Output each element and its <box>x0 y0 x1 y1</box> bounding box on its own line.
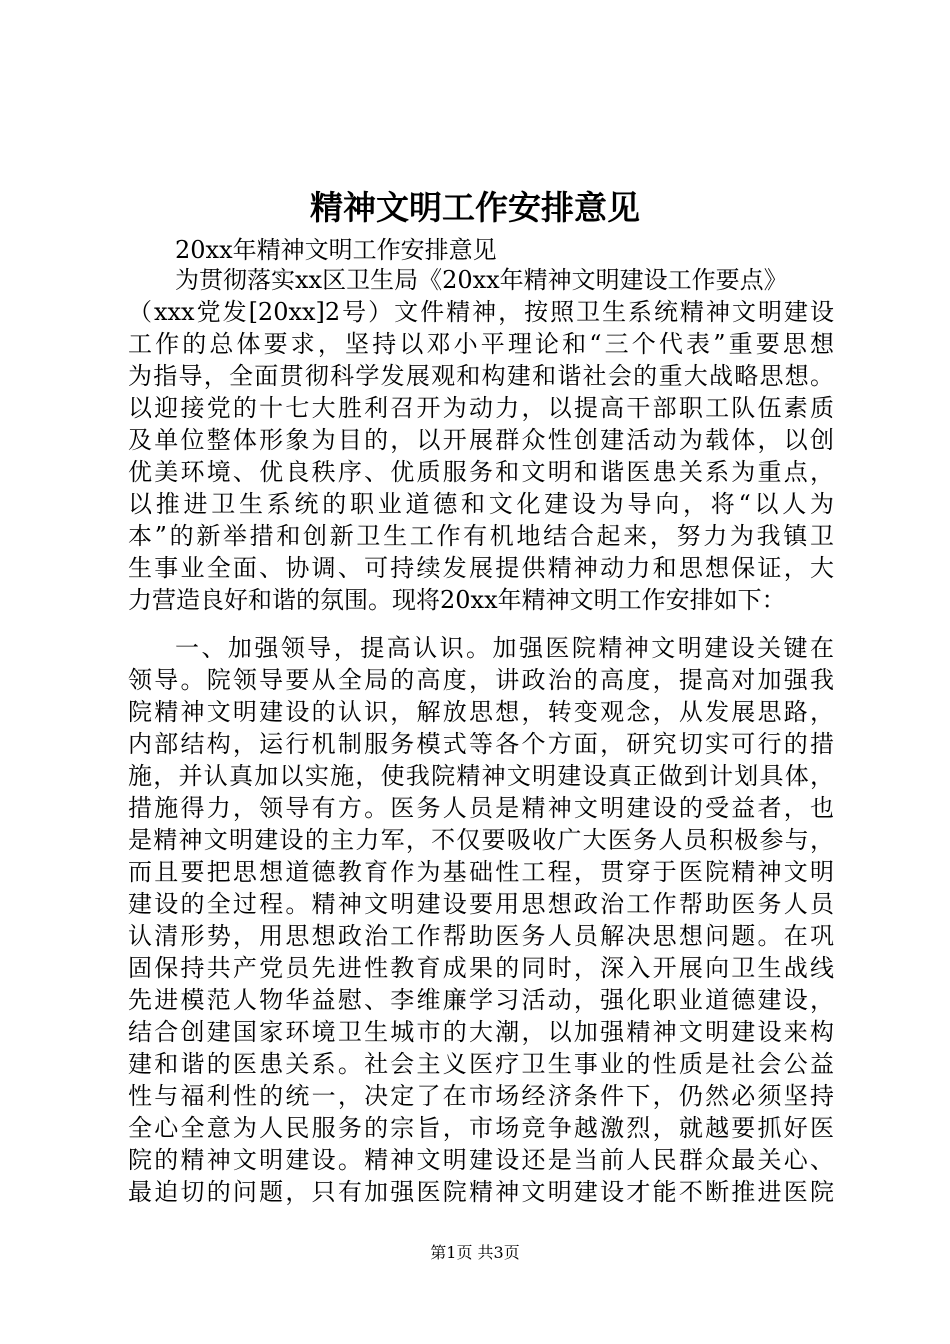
paragraph-line: 本”的新举措和创新卫生工作有机地结合起来，努力为我镇卫 <box>128 522 834 550</box>
paragraph-line: 为贯彻落实xx区卫生局《20xx年精神文明建设工作要点》 <box>175 266 788 294</box>
paragraph-line: 以迎接党的十七大胜利召开为动力，以提高干部职工队伍素质 <box>128 394 834 422</box>
paragraph-line: 力营造良好和谐的氛围。现将20xx年精神文明工作安排如下： <box>128 586 786 614</box>
paragraph-line: 是精神文明建设的主力军，不仅要吸收广大医务人员积极参与， <box>128 826 834 854</box>
paragraph-line: 措施得力，领导有方。医务人员是精神文明建设的受益者，也 <box>128 794 834 822</box>
paragraph-line: 而且要把思想道德教育作为基础性工程，贯穿于医院精神文明 <box>128 858 834 886</box>
paragraph-line: 工作的总体要求，坚持以邓小平理论和“三个代表”重要思想 <box>128 330 834 358</box>
paragraph-line: 建和谐的医患关系。社会主义医疗卫生事业的性质是社会公益 <box>128 1050 834 1078</box>
paragraph-line: 认清形势，用思想政治工作帮助医务人员解决思想问题。在巩 <box>128 922 834 950</box>
paragraph-line: 最迫切的问题，只有加强医院精神文明建设才能不断推进医院 <box>128 1178 834 1206</box>
paragraph-line: 先进模范人物华益慰、李维廉学习活动，强化职业道德建设， <box>128 986 834 1014</box>
paragraph-line: 全心全意为人民服务的宗旨，市场竞争越激烈，就越要抓好医 <box>128 1114 834 1142</box>
paragraph-line: 一、加强领导，提高认识。加强医院精神文明建设关键在 <box>175 634 834 662</box>
paragraph-line: 结合创建国家环境卫生城市的大潮，以加强精神文明建设来构 <box>128 1018 834 1046</box>
paragraph-line: 为指导，全面贯彻科学发展观和构建和谐社会的重大战略思想。 <box>128 362 834 390</box>
subtitle-line: 20xx年精神文明工作安排意见 <box>175 236 497 264</box>
page-footer: 第1页 共3页 <box>430 1243 520 1262</box>
document-title: 精神文明工作安排意见 <box>310 188 640 227</box>
paragraph-line: 院精神文明建设的认识，解放思想，转变观念，从发展思路， <box>128 698 834 726</box>
paragraph-line: 优美环境、优良秩序、优质服务和文明和谐医患关系为重点， <box>128 458 834 486</box>
paragraph-line: 以推进卫生系统的职业道德和文化建设为导向，将“以人为 <box>128 490 834 518</box>
paragraph-line: 及单位整体形象为目的，以开展群众性创建活动为载体，以创 <box>128 426 834 454</box>
paragraph-line: 院的精神文明建设。精神文明建设还是当前人民群众最关心、 <box>128 1146 834 1174</box>
paragraph-line: 性与福利性的统一，决定了在市场经济条件下，仍然必须坚持 <box>128 1082 834 1110</box>
paragraph-line: 生事业全面、协调、可持续发展提供精神动力和思想保证，大 <box>128 554 834 582</box>
paragraph-line: 内部结构，运行机制服务模式等各个方面，研究切实可行的措 <box>128 730 834 758</box>
paragraph-line: 领导。院领导要从全局的高度，讲政治的高度，提高对加强我 <box>128 666 834 694</box>
paragraph-line: 施，并认真加以实施，使我院精神文明建设真正做到计划具体， <box>128 762 834 790</box>
paragraph-line: 固保持共产党员先进性教育成果的同时，深入开展向卫生战线 <box>128 954 834 982</box>
paragraph-line: （xxx党发[20xx]2号）文件精神，按照卫生系统精神文明建设 <box>128 298 834 326</box>
paragraph-line: 建设的全过程。精神文明建设要用思想政治工作帮助医务人员 <box>128 890 834 918</box>
